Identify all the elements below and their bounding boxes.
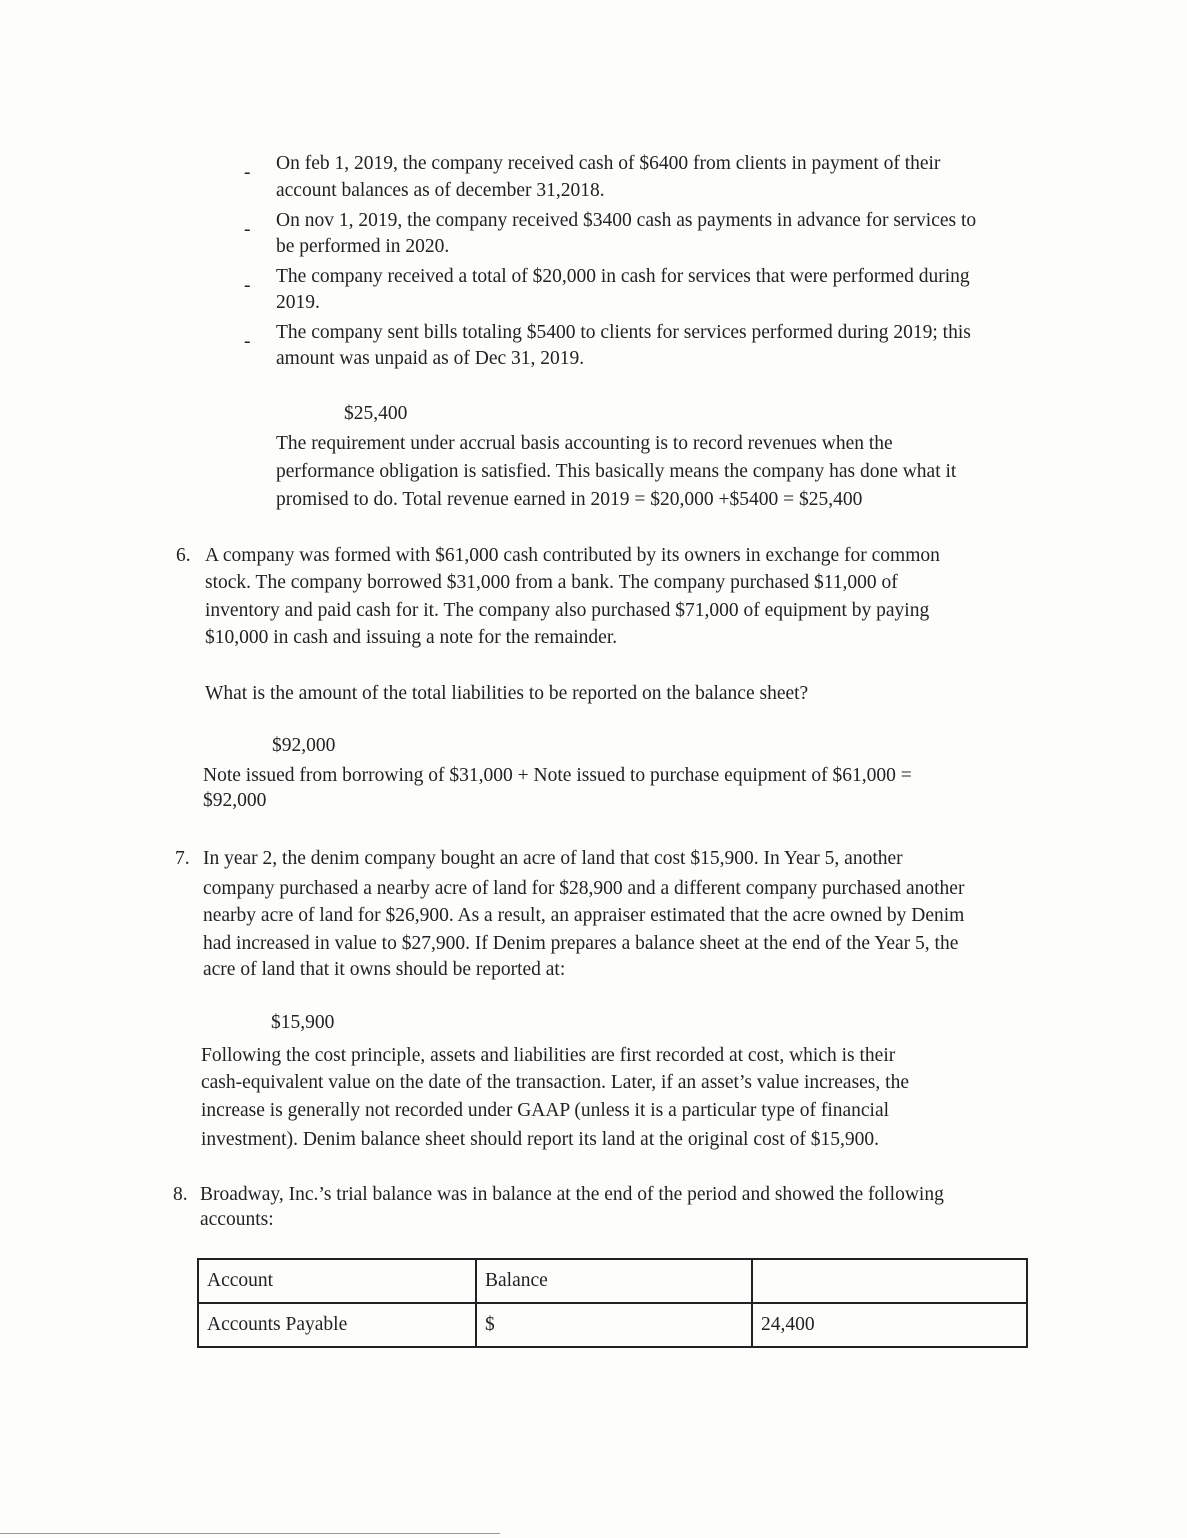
- bullet-marker: -: [244, 162, 251, 183]
- bullet-text: amount was unpaid as of Dec 31, 2019.: [276, 348, 585, 369]
- question-number: 8.: [173, 1184, 188, 1205]
- answer-explanation: Following the cost principle, assets and liabilities are first recorded at cost, which is their: [201, 1045, 896, 1066]
- question-text: inventory and paid cash for it. The company also purchased $71,000 of equipment by paying: [205, 600, 930, 621]
- question-text: acre of land that it owns should be reported at:: [203, 959, 566, 980]
- bullet-text: The company received a total of $20,000 in cash for services that were performed during: [276, 266, 970, 287]
- cell-amount: 24,400: [752, 1303, 1027, 1347]
- bullet-text: be performed in 2020.: [276, 236, 450, 257]
- bullet-marker: -: [244, 275, 251, 296]
- table-row: [198, 1303, 1027, 1347]
- trial-balance-table: [197, 1258, 1028, 1348]
- answer-value: $15,900: [271, 1012, 335, 1033]
- answer-explanation: increase is generally not recorded under GAAP (unless it is a particular type of financial: [201, 1100, 890, 1121]
- bullet-text: The company sent bills totaling $5400 to clients for services performed during 2019; this: [276, 322, 971, 343]
- bullet-marker: -: [244, 331, 251, 352]
- question-text: nearby acre of land for $26,900. As a result, an appraiser estimated that the acre owned by Denim: [203, 905, 965, 926]
- answer-explanation: promised to do. Total revenue earned in 2019 = $20,000 +$5400 = $25,400: [276, 489, 863, 510]
- header-balance: Balance: [476, 1259, 752, 1303]
- bullet-text: account balances as of december 31,2018.: [276, 180, 605, 201]
- question-text: Broadway, Inc.’s trial balance was in balance at the end of the period and showed the following: [200, 1184, 944, 1205]
- question-text: In year 2, the denim company bought an acre of land that cost $15,900. In Year 5, another: [203, 848, 903, 869]
- cell-account: Accounts Payable: [198, 1303, 476, 1347]
- answer-explanation: Note issued from borrowing of $31,000 + Note issued to purchase equipment of $61,000 =: [203, 765, 912, 786]
- question-text: company purchased a nearby acre of land for $28,900 and a different company purchased another: [203, 878, 965, 899]
- bullet-text: 2019.: [276, 292, 320, 313]
- question-number: 6.: [176, 545, 191, 566]
- cell-currency: $: [476, 1303, 752, 1347]
- header-account: Account: [198, 1259, 476, 1303]
- question-text: stock. The company borrowed $31,000 from a bank. The company purchased $11,000 of: [205, 572, 898, 593]
- answer-value: $92,000: [272, 735, 336, 756]
- question-text: A company was formed with $61,000 cash contributed by its owners in exchange for common: [205, 545, 940, 566]
- answer-explanation: The requirement under accrual basis accounting is to record revenues when the: [276, 433, 893, 454]
- bullet-marker: -: [244, 219, 251, 240]
- answer-value: $25,400: [344, 403, 408, 424]
- header-empty: [752, 1259, 1027, 1303]
- answer-explanation: performance obligation is satisfied. This basically means the company has done what it: [276, 461, 957, 482]
- question-number: 7.: [175, 848, 190, 869]
- question-prompt: What is the amount of the total liabilities to be reported on the balance sheet?: [205, 683, 809, 704]
- bullet-text: On nov 1, 2019, the company received $3400 cash as payments in advance for services to: [276, 210, 977, 231]
- question-text: $10,000 in cash and issuing a note for the remainder.: [205, 627, 618, 648]
- scan-edge-line: [0, 1533, 500, 1534]
- answer-explanation: investment). Denim balance sheet should report its land at the original cost of $15,900.: [201, 1129, 880, 1150]
- bullet-text: On feb 1, 2019, the company received cash of $6400 from clients in payment of their: [276, 153, 941, 174]
- question-text: accounts:: [200, 1209, 274, 1230]
- answer-explanation: $92,000: [203, 790, 267, 811]
- answer-explanation: cash-equivalent value on the date of the transaction. Later, if an asset’s value increases, the: [201, 1072, 909, 1093]
- question-text: had increased in value to $27,900. If Denim prepares a balance sheet at the end of the Year 5, the: [203, 933, 959, 954]
- table-header-row: [198, 1259, 1027, 1303]
